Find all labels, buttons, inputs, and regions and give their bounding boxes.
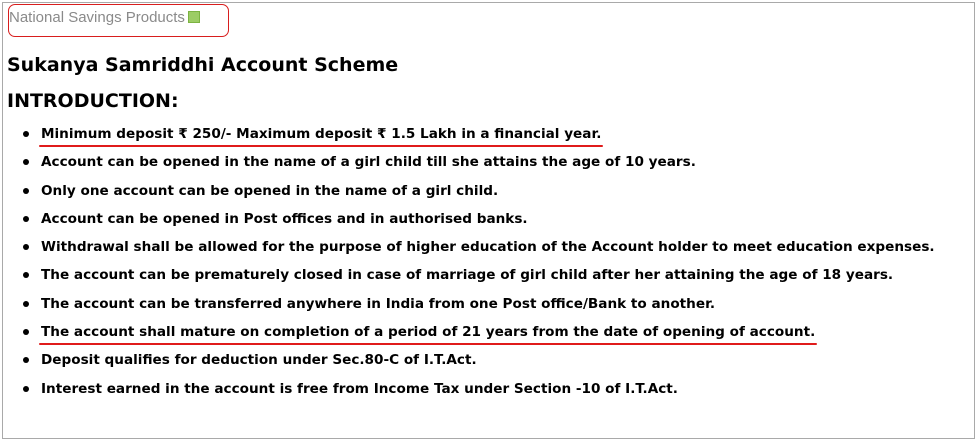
feature-list [0,124,935,407]
leaf-icon [188,11,200,23]
list-item: Only one account can be opened in the name of a girl child. [0,181,935,209]
list-item [0,322,935,350]
page-title: Sukanya Samriddhi Account Scheme [7,54,399,76]
list-item: Deposit qualifies for deduction under Sec.80-C of I.T.Act. [0,350,935,378]
list-item [0,124,935,152]
highlighted-text: Minimum deposit ₹ 250/- Maximum deposit ₹ 1.5 Lakh in a financial year. [41,126,602,142]
list-item: Account can be opened in Post offices and in authorised banks. [0,209,935,237]
list-item: Interest earned in the account is free from Income Tax under Section -10 of I.T.Act. [0,379,935,407]
list-item: Account can be opened in the name of a girl child till she attains the age of 10 years. [0,152,935,180]
breadcrumb-label: National Savings Products [9,9,185,26]
breadcrumb-highlight-box [8,4,229,37]
list-item: The account can be transferred anywhere in India from one Post office/Bank to another. [0,294,935,322]
section-heading: INTRODUCTION: [7,90,179,112]
highlighted-text: The account shall mature on completion of a period of 21 years from the date of opening of account. [41,324,816,341]
breadcrumb-link[interactable] [9,9,200,26]
list-item: The account can be prematurely closed in case of marriage of girl child after her attaining the age of 18 years. [0,265,935,293]
list-item: Withdrawal shall be allowed for the purpose of higher education of the Account holder to meet education expenses. [0,237,935,265]
